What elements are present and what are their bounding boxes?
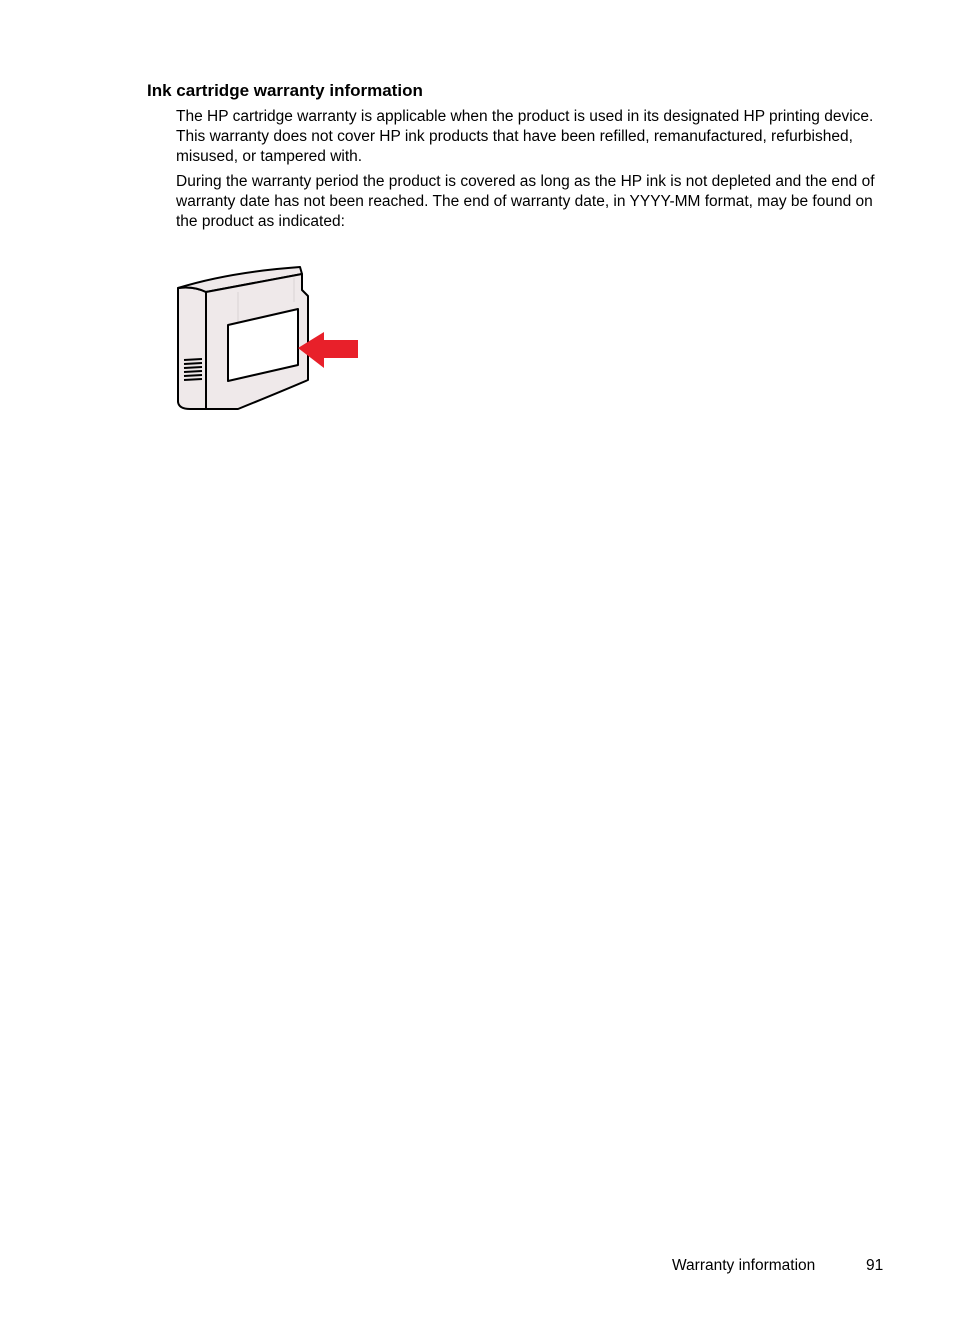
section-heading: Ink cartridge warranty information [147,81,423,100]
footer-page-number: 91 [866,1257,884,1274]
footer-section-title: Warranty information [672,1257,816,1274]
cartridge-illustration [170,262,370,414]
warranty-paragraph-applicability: The HP cartridge warranty is applicable when the product is used in its designated HP printing device. This warranty does not cover HP ink products that have been refilled, remanufactured, refurbished, misused, or tampered with. [176,108,874,166]
warranty-paragraph-period: During the warranty period the product is covered as long as the HP ink is not depleted and the end of warranty date has not been reached. The end of warranty date, in YYYY-MM format, may be found on the product as indicated: [176,173,875,231]
